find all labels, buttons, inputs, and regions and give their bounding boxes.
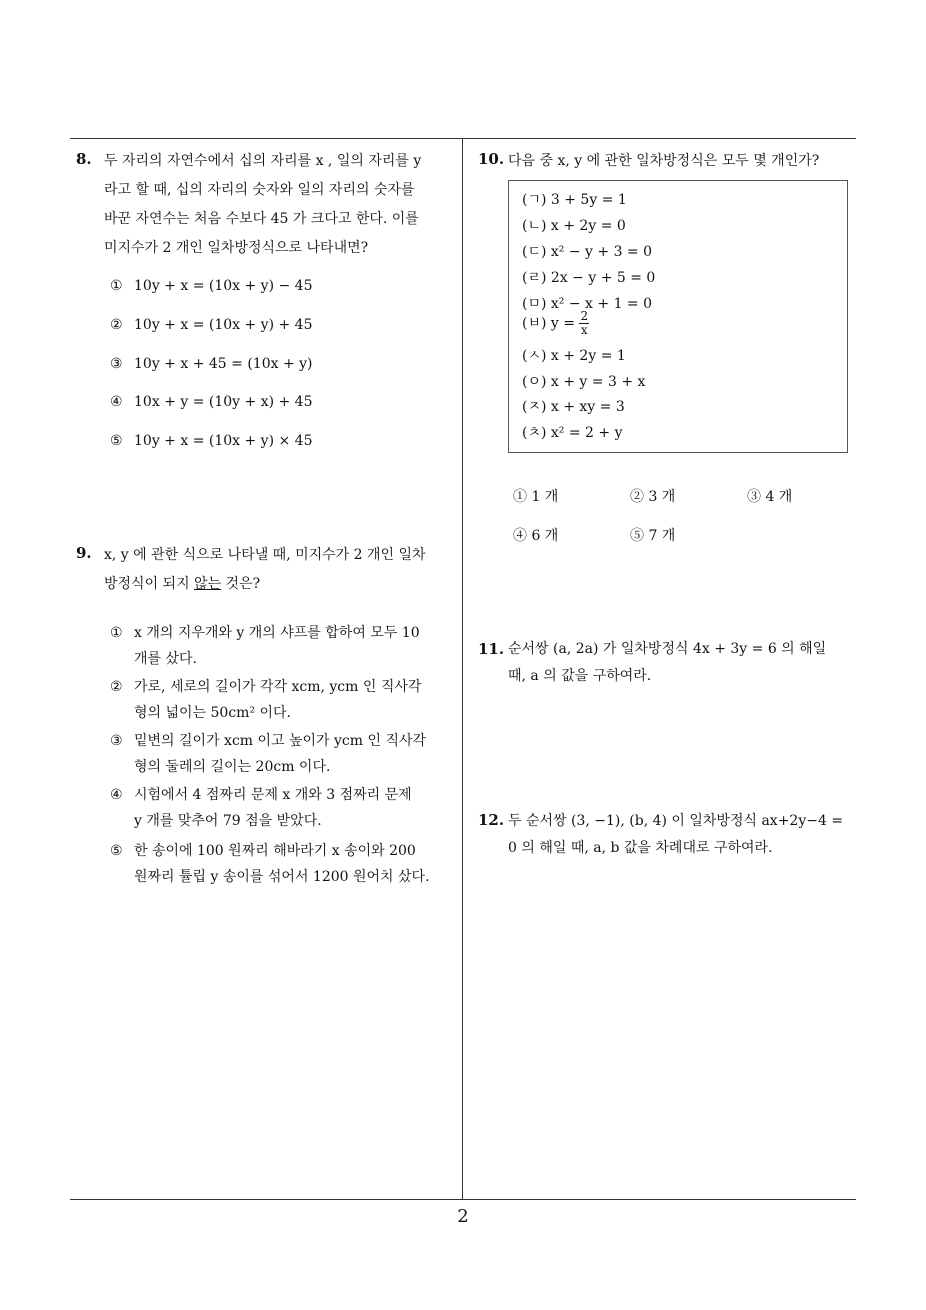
text-line: 순서쌍 (a, 2a) 가 일차방정식 4x + 3y = 6 의 해일 xyxy=(508,641,827,657)
equation-item: (ㄹ) 2x − y + 5 = 0 xyxy=(522,270,656,286)
column-divider xyxy=(462,139,463,1199)
text-line: 두 자리의 자연수에서 십의 자리를 x , 일의 자리를 y xyxy=(104,153,422,169)
question-text xyxy=(508,636,826,690)
question-number: 11. xyxy=(478,640,505,658)
option-2[interactable]: ② 10y + x = (10x + y) + 45 xyxy=(110,317,313,333)
bottom-rule xyxy=(70,1199,856,1200)
equation-item: (ㄷ) x² − y + 3 = 0 xyxy=(522,244,653,260)
equation-item: (ㄴ) x + 2y = 0 xyxy=(522,218,626,234)
emphasis-underline: 않는 xyxy=(194,576,222,592)
option-5[interactable]: ⑤ 한 송이에 100 원짜리 해바라기 x 송이와 200 원짜리 튤립 y 송이를 섞어서 1200 원어치 샀다. xyxy=(110,843,430,885)
equation-item: (ㅈ) x + xy = 3 xyxy=(522,399,625,415)
option-5[interactable]: ⑤ 7 개 xyxy=(630,528,676,544)
equation-item: (ㅁ) x² − x + 1 = 0 xyxy=(522,296,653,312)
text-line: 다음 중 x, y 에 관한 일차방정식은 모두 몇 개인가? xyxy=(508,153,820,169)
question-text xyxy=(508,147,819,176)
option-4[interactable]: ④ 시험에서 4 점짜리 문제 x 개와 3 점짜리 문제 y 개를 맞추어 79 점을 받았다. xyxy=(110,787,412,829)
question-text xyxy=(104,147,421,263)
option-5[interactable]: ⑤ 10y + x = (10x + y) × 45 xyxy=(110,433,313,449)
text-line: 미지수가 2 개인 일차방정식으로 나타내면? xyxy=(104,240,369,256)
option-4[interactable]: ④ 6 개 xyxy=(513,528,559,544)
text-line: 0 의 해일 때, a, b 값을 차례대로 구하여라. xyxy=(508,840,773,856)
option-2[interactable]: ② 가로, 세로의 길이가 각각 xcm, ycm 인 직사각 형의 넓이는 50cm² 이다. xyxy=(110,679,422,721)
question-number: 10. xyxy=(478,150,505,168)
option-2[interactable]: ② 3 개 xyxy=(630,489,676,505)
question-number: 9. xyxy=(76,544,92,562)
top-rule xyxy=(70,138,856,139)
text-line: 방정식이 되지 않는 것은? xyxy=(104,576,261,592)
equation-item-fraction: (ㅂ) y = $\frac{2}{x}$ xyxy=(522,309,589,337)
fraction: $\frac{2}{x}$ xyxy=(580,309,589,337)
question-number: 8. xyxy=(76,150,92,168)
option-3[interactable]: ③ 밑변의 길이가 xcm 이고 높이가 ycm 인 직사각 형의 둘레의 길이는 20cm 이다. xyxy=(110,733,427,775)
equation-box xyxy=(508,180,848,453)
option-3[interactable]: ③ 10y + x + 45 = (10x + y) xyxy=(110,356,313,372)
equation-item: (ㄱ) 3 + 5y = 1 xyxy=(522,192,627,208)
equation-item: (ㅅ) x + 2y = 1 xyxy=(522,348,626,364)
text-line: 라고 할 때, 십의 자리의 숫자와 일의 자리의 숫자를 xyxy=(104,182,415,198)
option-1[interactable]: ① x 개의 지우개와 y 개의 샤프를 합하여 모두 10 개를 샀다. xyxy=(110,625,420,667)
text-line: 바꾼 자연수는 처음 수보다 45 가 크다고 한다. 이를 xyxy=(104,211,419,227)
question-text xyxy=(104,541,426,599)
text-line: x, y 에 관한 식으로 나타낼 때, 미지수가 2 개인 일차 xyxy=(104,547,426,563)
equation-item: (ㅇ) x + y = 3 + x xyxy=(522,374,646,390)
option-3[interactable]: ③ 4 개 xyxy=(747,489,793,505)
option-1[interactable]: ① 1 개 xyxy=(513,489,559,505)
text-line: 두 순서쌍 (3, −1), (b, 4) 이 일차방정식 ax+2y−4 = xyxy=(508,813,844,829)
question-text xyxy=(508,808,843,862)
equation-item: (ㅊ) x² = 2 + y xyxy=(522,425,623,441)
option-1[interactable]: ① 10y + x = (10x + y) − 45 xyxy=(110,278,313,294)
page-number: 2 xyxy=(457,1206,469,1227)
option-4[interactable]: ④ 10x + y = (10y + x) + 45 xyxy=(110,394,313,410)
text-line: 때, a 의 값을 구하여라. xyxy=(508,668,652,684)
question-number: 12. xyxy=(478,811,505,829)
